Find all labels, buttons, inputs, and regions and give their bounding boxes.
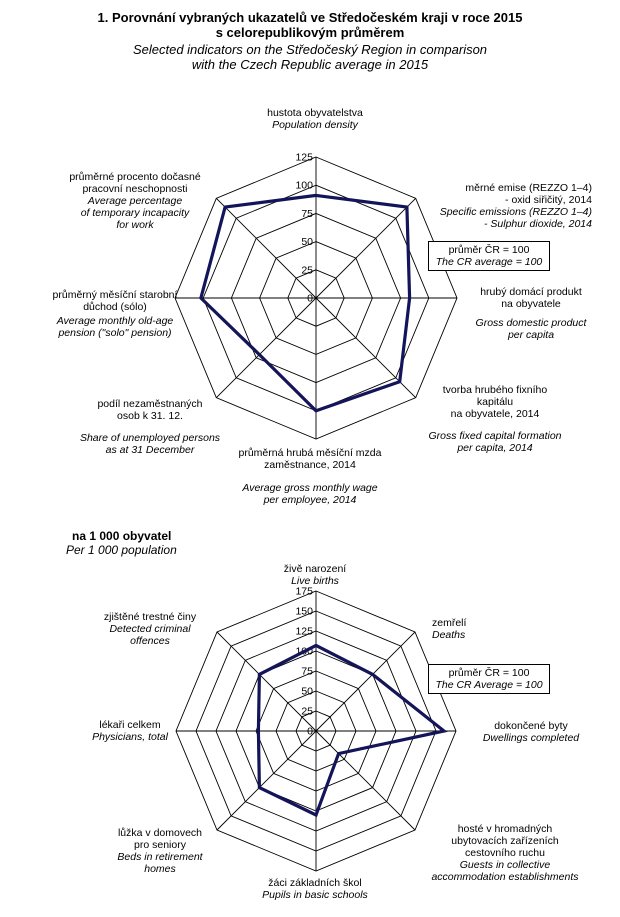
c1-label-pension: průměrný měsíční starobní důchod (sólo) Average monthly old-age pension ("solo" pension) [52, 289, 178, 339]
title-cz-line2: s celorepublikovým průměrem [215, 25, 405, 40]
title-en-line2: with the Czech Republic average in 2015 [191, 57, 429, 72]
tick-label: 100 [295, 645, 313, 658]
tick-label: 50 [301, 236, 313, 249]
c2-legend-box: průměr ČR = 100 The CR Average = 100 [428, 664, 550, 694]
c2-label-crime: zjištěné trestné činy Detected criminal offences [103, 611, 197, 647]
tick-label: 175 [295, 585, 313, 598]
c2-label-beds: lůžka v domovech pro seniory Beds in retirement homes [117, 827, 203, 875]
c2-label-physicians: lékaři celkem Physicians, total [92, 719, 168, 743]
tick-label: 25 [301, 264, 313, 277]
c2-label-deaths: zemřelí Deaths [432, 617, 467, 641]
c1-label-fixed-capital: tvorba hrubého fixního kapitálu na obyvatele, 2014 Gross fixed capital formation per capita, 2014 [428, 384, 562, 454]
series-line-2 [258, 645, 444, 815]
axis-spoke [316, 731, 415, 830]
tick-label: 25 [301, 705, 313, 718]
tick-label: 75 [301, 207, 313, 220]
c1-label-wage: průměrná hrubá měsíční mzda zaměstnance, 2014 Average gross monthly wage per employee, 2014 [238, 447, 382, 506]
tick-label: 0 [307, 725, 313, 738]
tick-label: 0 [307, 292, 313, 305]
title-cz-line1: 1. Porovnání vybraných ukazatelů ve Středočeském kraji v roce 2015 [97, 10, 523, 25]
c1-legend-box: průměr ČR = 100 The CR average = 100 [428, 241, 550, 271]
title-en-line1: Selected indicators on the Středočeský Region in comparison [132, 42, 488, 57]
section2-heading-en: Per 1 000 population [66, 543, 177, 557]
tick-label: 150 [295, 605, 313, 618]
tick-label: 100 [295, 179, 313, 192]
c2-label-pupils: žáci základních škol Pupils in basic schools [262, 877, 368, 901]
tick-label: 75 [301, 665, 313, 678]
c1-label-unemployed: podíl nezaměstnaných osob k 31. 12. Share of unemployed persons as at 31 December [79, 398, 221, 456]
tick-label: 125 [295, 625, 313, 638]
c1-label-population-density: hustota obyvatelstva Population density [267, 107, 363, 131]
c2-label-guests: hosté v hromadných ubytovacích zařízeních cestovního ruchu Guests in collective accommodation establishments [431, 823, 579, 883]
axis-spoke [217, 731, 316, 830]
c2-label-dwellings: dokončené byty Dwellings completed [482, 720, 580, 744]
tick-label: 50 [301, 685, 313, 698]
c1-label-gdp: hrubý domácí produkt na obyvatele Gross domestic product per capita [475, 286, 587, 341]
tick-label: 125 [295, 151, 313, 164]
c1-label-emissions: měrné emise (REZZO 1–4) - oxid siřičitý, 2014 Specific emissions (REZZO 1–4) - Sulphur dioxide, 2014 [439, 182, 592, 230]
c2-label-live-births: živě narození Live births [283, 563, 347, 587]
c1-label-incapacity: průměrné procento dočasné pracovní neschopnosti Average percentage of temporary incapacity for work [69, 171, 201, 231]
section2-heading-cz: na 1 000 obyvatel [72, 529, 172, 543]
axis-spoke [316, 632, 415, 731]
